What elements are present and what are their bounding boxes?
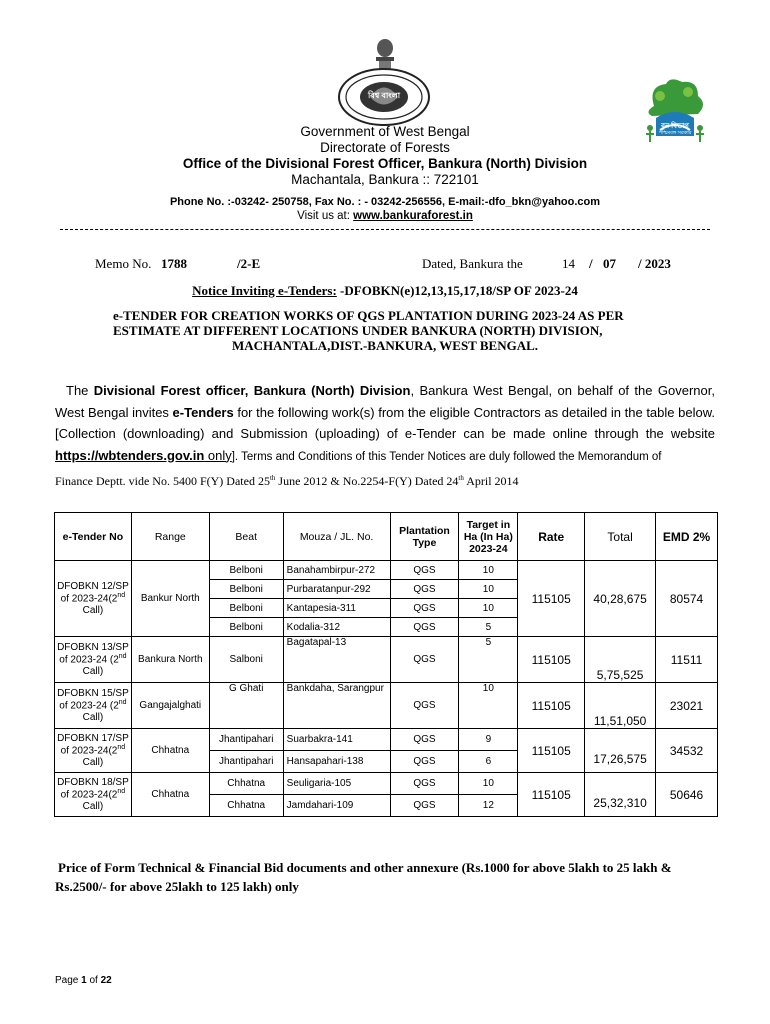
biswa-bangla-seal: [337, 68, 431, 126]
total-cell: 5,75,525: [585, 637, 656, 683]
memo-line: [0, 256, 770, 272]
ptype-cell: QGS: [390, 751, 459, 773]
govt-line: Government of West Bengal: [300, 124, 470, 139]
dated-label: Dated, Bankura the: [422, 256, 523, 271]
ptype-cell: QGS: [390, 729, 459, 751]
beat-cell: Jhantipahari: [209, 751, 283, 773]
rate-cell: 115105: [518, 729, 585, 773]
range-cell: Gangajalghati: [131, 683, 209, 729]
memo-sep: /: [589, 256, 593, 271]
tender-no-cell: DFOBKN 13/SP of 2023-24 (2nd Call): [55, 637, 132, 683]
tender-no-cell: DFOBKN 12/SP of 2023-24(2nd Call): [55, 561, 132, 637]
target-cell: 9: [459, 729, 518, 751]
target-cell: 6: [459, 751, 518, 773]
para-line-4: https://wbtenders.gov.in only]. Terms and Conditions of this Tender Notices are duly followed the Memorandum of: [55, 447, 662, 463]
mouza-cell: Hansapahari-138: [283, 751, 390, 773]
target-cell: 10: [459, 773, 518, 795]
table-row: [55, 637, 718, 683]
notice-heading-ref: -DFOBKN(e)12,13,15,17,18/SP OF 2023-24: [336, 283, 578, 298]
col-target: Target in Ha (In Ha) 2023-24: [459, 513, 518, 561]
intro-paragraph: [55, 380, 715, 493]
tender-no-cell: DFOBKN 18/SP of 2023-24(2nd Call): [55, 773, 132, 817]
col-beat: Beat: [209, 513, 283, 561]
para-line-2: West Bengal invites e-Tenders for the following work(s) from the eligible Contractors as detailed in the table below.: [55, 404, 715, 420]
mouza-cell: Kodalia-312: [283, 618, 390, 637]
ptype-cell: QGS: [390, 683, 459, 729]
total-cell: 11,51,050: [585, 683, 656, 729]
tender-title-line-2: ESTIMATE AT DIFFERENT LOCATIONS UNDER BANKURA (NORTH) DIVISION,: [113, 323, 603, 338]
beat-cell: Belboni: [209, 599, 283, 618]
page-number: Page 1 of 22: [55, 975, 112, 986]
ptype-cell: QGS: [390, 561, 459, 580]
col-tender-no: e-Tender No: [55, 513, 132, 561]
price-note-line-2: Rs.2500/- for above 25lakh to 125 lakh) only: [55, 879, 299, 894]
tender-title-line-3: MACHANTALA,DIST.-BANKURA, WEST BENGAL.: [231, 338, 539, 353]
col-plantation-type: Plantation Type: [390, 513, 459, 561]
ptype-cell: QGS: [390, 773, 459, 795]
tender-title: [0, 308, 770, 353]
col-range: Range: [131, 513, 209, 561]
beat-cell: Chhatna: [209, 795, 283, 817]
col-rate: Rate: [518, 513, 585, 561]
price-note: [55, 858, 725, 896]
target-cell: 12: [459, 795, 518, 817]
table-row: [55, 683, 718, 729]
rate-cell: 115105: [518, 683, 585, 729]
price-note-line-1: Price of Form Technical & Financial Bid documents and other annexure (Rs.1000 for above 5lakh to 25 lakh &: [58, 860, 672, 875]
mouza-cell: Bankdaha, Sarangpur: [283, 683, 390, 729]
emd-cell: 80574: [656, 561, 718, 637]
range-cell: Bankura North: [131, 637, 209, 683]
header-divider: [60, 229, 710, 230]
emd-cell: 34532: [656, 729, 718, 773]
memo-year: / 2023: [638, 256, 671, 271]
office-line: Office of the Divisional Forest Officer, Bankura (North) Division: [182, 156, 588, 171]
wbtenders-link[interactable]: https://wbtenders.gov.in: [55, 447, 205, 463]
visit-label: Visit us at:: [297, 210, 354, 222]
target-cell: 10: [459, 599, 518, 618]
tender-no-cell: DFOBKN 17/SP of 2023-24(2nd Call): [55, 729, 132, 773]
target-cell: 10: [459, 561, 518, 580]
rate-cell: 115105: [518, 773, 585, 817]
website-link[interactable]: www.bankuraforest.in: [353, 210, 473, 222]
mouza-cell: Bagatapal-13: [283, 637, 390, 683]
para-line-5: Finance Deptt. vide No. 5400 F(Y) Dated 25th June 2012 & No.2254-F(Y) Dated 24th April 2014: [55, 474, 519, 488]
tender-no-cell: DFOBKN 15/SP of 2023-24 (2nd Call): [55, 683, 132, 729]
col-mouza: Mouza / JL. No.: [283, 513, 390, 561]
range-cell: Chhatna: [131, 729, 209, 773]
table-row: [55, 729, 718, 751]
mouza-cell: Jamdahari-109: [283, 795, 390, 817]
emd-cell: 23021: [656, 683, 718, 729]
beat-cell: Belboni: [209, 580, 283, 599]
ptype-cell: QGS: [390, 618, 459, 637]
range-cell: Chhatna: [131, 773, 209, 817]
emd-cell: 50646: [656, 773, 718, 817]
mouza-cell: Banahambirpur-272: [283, 561, 390, 580]
beat-cell: Jhantipahari: [209, 729, 283, 751]
forest-logo-text-2: পশ্চিমবঙ্গ সরকার: [658, 130, 692, 136]
target-cell: 5: [459, 637, 518, 683]
col-total: Total: [585, 513, 656, 561]
target-cell: 10: [459, 683, 518, 729]
beat-cell: G Ghati: [209, 683, 283, 729]
range-cell: Bankur North: [131, 561, 209, 637]
seal-text: বিশ্ব বাংলা: [367, 91, 401, 100]
table-row: [55, 773, 718, 795]
mouza-cell: Purbaratanpur-292: [283, 580, 390, 599]
memo-month: 07: [603, 256, 616, 271]
ptype-cell: QGS: [390, 599, 459, 618]
rate-cell: 115105: [518, 637, 585, 683]
total-cell: 25,32,310: [585, 773, 656, 817]
ptype-cell: QGS: [390, 795, 459, 817]
memo-suffix: /2-E: [237, 256, 261, 271]
mouza-cell: Seuligaria-105: [283, 773, 390, 795]
ptype-cell: QGS: [390, 580, 459, 599]
beat-cell: Belboni: [209, 561, 283, 580]
mouza-cell: Kantapesia-311: [283, 599, 390, 618]
letterhead: [0, 124, 770, 188]
total-cell: 17,26,575: [585, 729, 656, 773]
notice-heading-label: Notice Inviting e-Tenders:: [192, 283, 337, 298]
website-line: [0, 210, 770, 222]
contact-line: Phone No. :-03242- 250758, Fax No. : - 03242-256556, E-mail:-dfo_bkn@yahoo.com: [169, 196, 601, 208]
tender-title-line-1: e-TENDER FOR CREATION WORKS OF QGS PLANTATION DURING 2023-24 AS PER: [113, 308, 624, 323]
para-line-3: [Collection (downloading) and Submission (uploading) of e-Tender can be made online through the website: [55, 426, 715, 441]
rate-cell: 115105: [518, 561, 585, 637]
mouza-cell: Suarbakra-141: [283, 729, 390, 751]
directorate-line: Directorate of Forests: [320, 140, 450, 155]
memo-label: Memo No.: [95, 256, 152, 271]
beat-cell: Salboni: [209, 637, 283, 683]
target-cell: 5: [459, 618, 518, 637]
memo-number: 1788: [161, 256, 187, 271]
tender-table: [54, 512, 718, 817]
table-row: [55, 561, 718, 580]
col-emd: EMD 2%: [656, 513, 718, 561]
total-cell: 40,28,675: [585, 561, 656, 637]
target-cell: 10: [459, 580, 518, 599]
beat-cell: Chhatna: [209, 773, 283, 795]
address-line: Machantala, Bankura :: 722101: [291, 172, 479, 187]
table-header-row: [55, 513, 718, 561]
beat-cell: Belboni: [209, 618, 283, 637]
forest-logo-text-1: বন বিভাগ: [661, 123, 689, 130]
para-line-1: The Divisional Forest officer, Bankura (North) Division, Bankura West Bengal, on behalf of the Governor,: [66, 383, 715, 398]
ptype-cell: QGS: [390, 637, 459, 683]
state-emblem: [372, 38, 398, 72]
notice-heading: [0, 283, 770, 299]
emd-cell: 11511: [656, 637, 718, 683]
memo-day: 14: [562, 256, 575, 271]
